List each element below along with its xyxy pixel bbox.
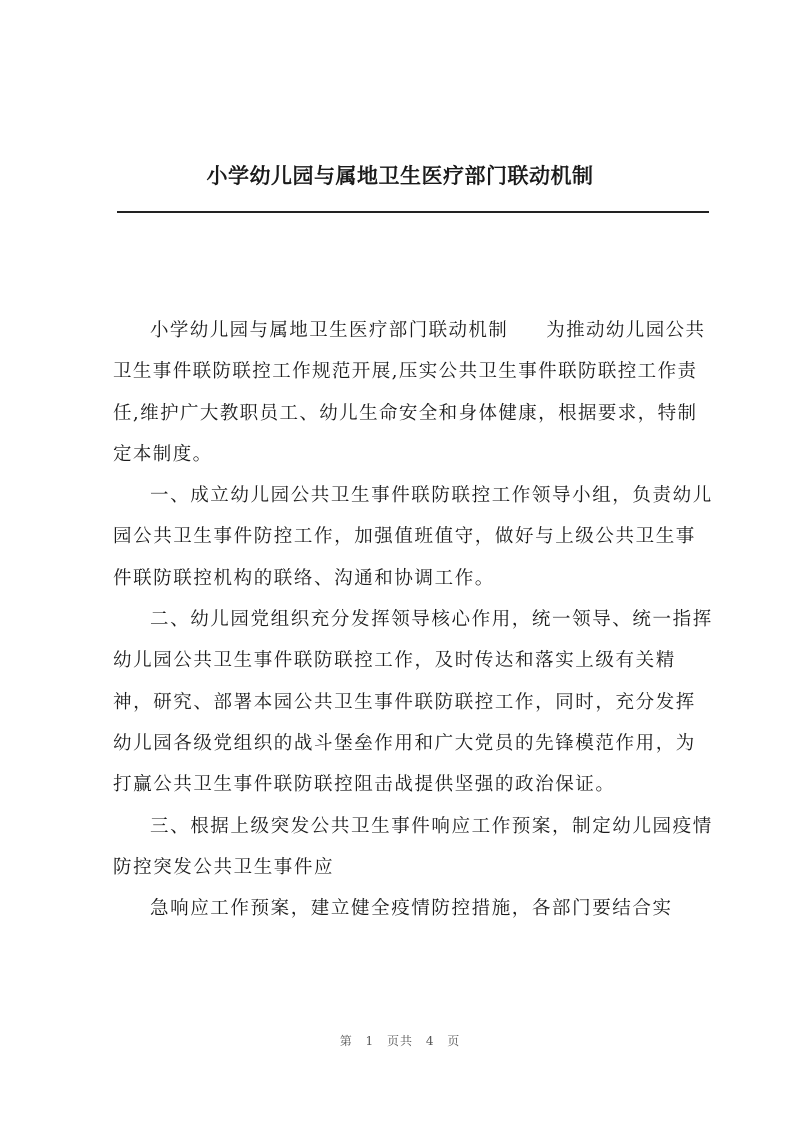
document-body [113, 310, 713, 929]
paragraph-3: 三、根据上级突发公共卫生事件响应工作预案，制定幼儿园疫情防控突发公共卫生事件应 [113, 815, 713, 878]
paragraph-intro-text: 为推动幼儿园公共卫生事件联防联控工作规范开展,压实公共卫生事件联防联控工作责任,维护广大教职员工、幼儿生命安全和身体健康，根据要求，特制定本制度。 [113, 320, 706, 465]
lead-title: 小学幼儿园与属地卫生医疗部门联动机制 [150, 320, 509, 341]
page-number-footer: 第 1 页共 4 页 [339, 1034, 461, 1048]
paragraph-1: 一、成立幼儿园公共卫生事件联防联控工作领导小组，负责幼儿园公共卫生事件防控工作，加强值班值守，做好与上级公共卫生事件联防联控机构的联络、沟通和协调工作。 [113, 485, 713, 589]
title-divider [117, 211, 709, 213]
paragraph-intro [113, 310, 713, 475]
paragraph-2: 二、幼儿园党组织充分发挥领导核心作用，统一领导、统一指挥幼儿园公共卫生事件联防联控工作，及时传达和落实上级有关精神，研究、部署本园公共卫生事件联防联控工作，同时，充分发挥幼儿园各级党组织的战斗堡垒作用和广大党员的先锋模范作用，为打赢公共卫生事件联防联控阻击战提供坚强的政治保证。 [113, 609, 713, 796]
paragraph-4: 急响应工作预案，建立健全疫情防控措施，各部门要结合实 [150, 898, 673, 920]
page-title: 小学幼儿园与属地卫生医疗部门联动机制 [206, 163, 594, 188]
